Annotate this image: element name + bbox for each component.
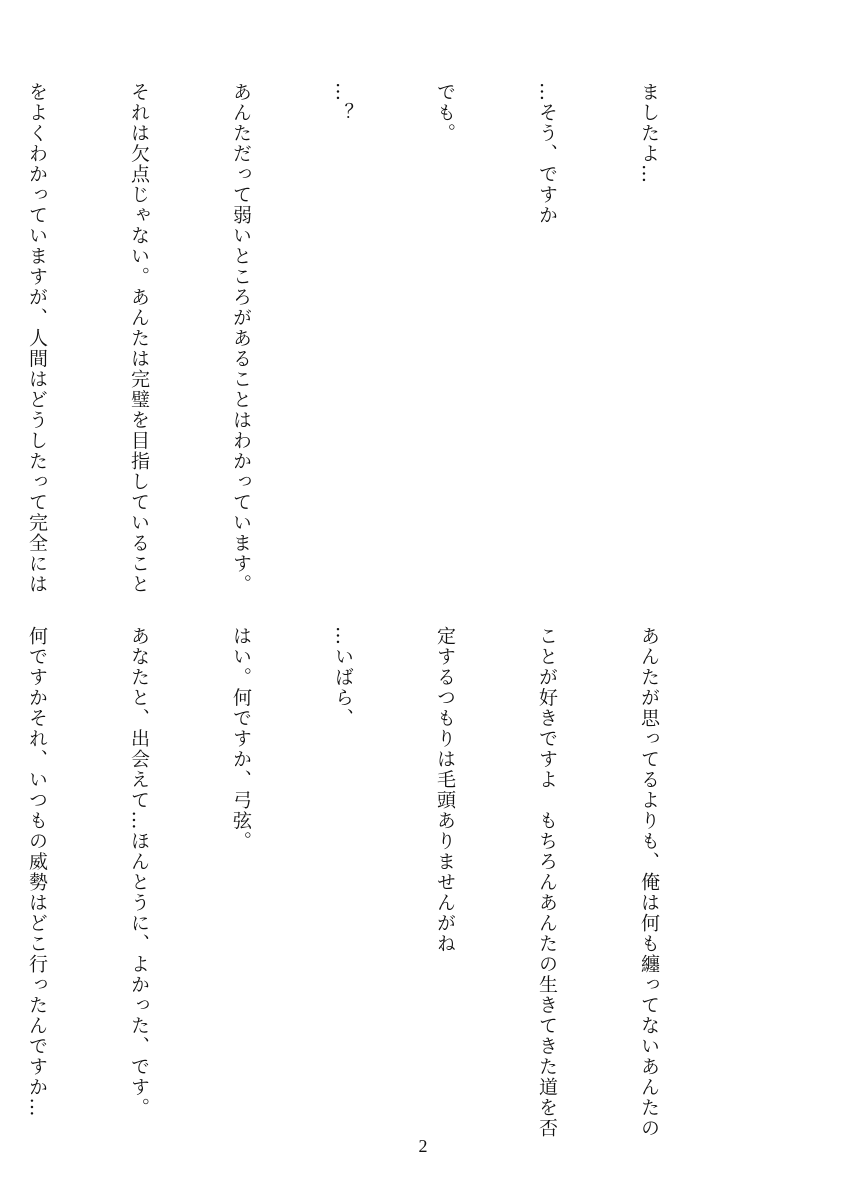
text-line: あんたが思ってるよりも、俺は何も纏ってないあんたの	[638, 626, 660, 1139]
top-text-block	[0, 82, 734, 595]
text-line: ましたよ…	[638, 82, 660, 185]
text-line: はい。何ですか、弓弦。	[230, 626, 252, 852]
text-line: でも。	[434, 82, 456, 144]
text-line: …いばら、	[332, 626, 354, 729]
text-line: をよくわかっていますが、人間はどうしたって完全には	[26, 82, 48, 595]
bottom-text-block	[0, 626, 734, 1139]
text-line: 定するつもりは毛頭ありませんがね	[434, 626, 456, 954]
text-line: あんただって弱いところがあることはわかっています。	[230, 82, 252, 595]
text-line: 何ですかそれ、いつもの威勢はどこ行ったんですか…	[26, 626, 48, 1118]
text-line: …？	[332, 82, 354, 123]
page-number: 2	[418, 1136, 428, 1156]
text-line: それは欠点じゃない。あんたは完璧を目指していること	[128, 82, 150, 595]
text-line: …そう、ですか	[536, 82, 558, 226]
text-line: ことが好きですよ もちろんあんたの生きてきた道を否	[536, 626, 558, 1139]
text-line: あなたと、出会えて…ほんとうに、よかった、です。	[128, 626, 150, 1118]
